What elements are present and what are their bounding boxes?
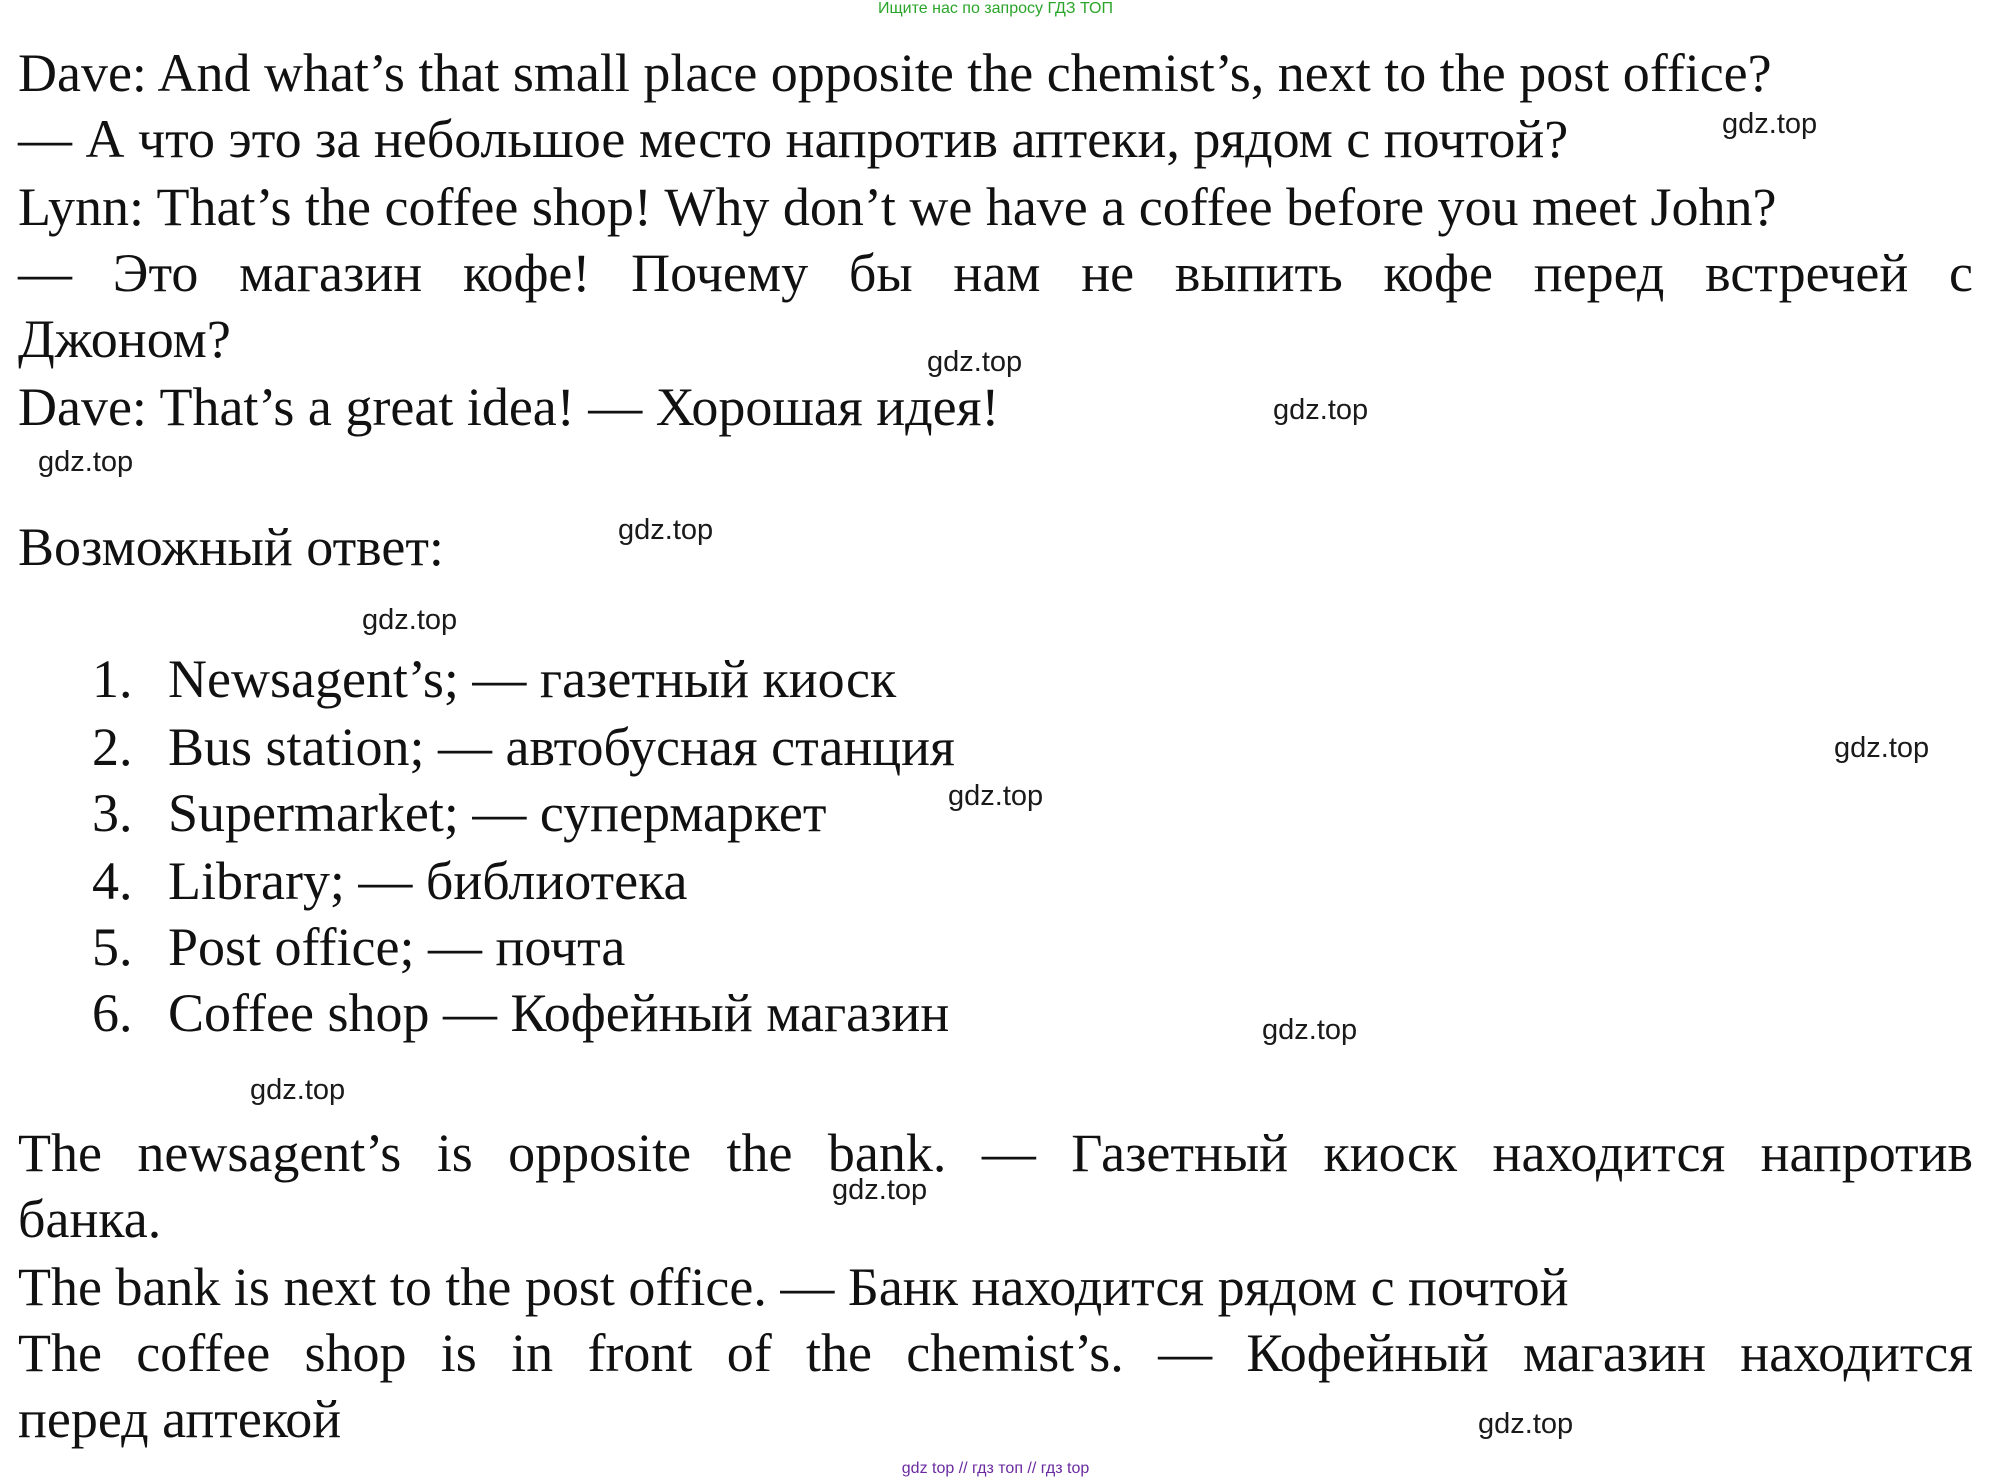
sentence-line-2: банка. xyxy=(18,1189,162,1249)
list-number: 1. xyxy=(92,649,133,709)
watermark: gdz.top xyxy=(38,446,134,478)
list-number: 3. xyxy=(92,783,133,843)
dialogue-line-4: — Это магазин кофе! Почему бы нам не выпить кофе перед встречей с xyxy=(18,243,1973,303)
list-text: Bus station; — автобусная станция xyxy=(168,717,955,777)
sentence-line-3: The bank is next to the post office. — Банк находится рядом с почтой xyxy=(18,1257,1569,1317)
footer-links[interactable]: gdz top // гдз топ // гдз top xyxy=(901,1460,1090,1477)
dialogue-line-2: — А что это за небольшое место напротив аптеки, рядом с почтой? xyxy=(18,109,1569,169)
list-text: Newsagent’s; — газетный киоск xyxy=(168,649,897,709)
watermark: gdz.top xyxy=(1834,732,1930,764)
dialogue-line-1: Dave: And what’s that small place opposite the chemist’s, next to the post office? xyxy=(18,43,1772,103)
list-text: Library; — библиотека xyxy=(168,851,688,911)
list-text: Coffee shop — Кофейный магазин xyxy=(168,983,950,1043)
list-item xyxy=(92,780,826,846)
list-item xyxy=(92,914,625,980)
list-item xyxy=(92,714,955,780)
list-item xyxy=(92,646,896,712)
watermark: gdz.top xyxy=(362,604,458,636)
dialogue-line-6: Dave: That’s a great idea! — Хорошая идея! xyxy=(18,377,1000,437)
watermark: gdz.top xyxy=(1273,394,1369,426)
top-search-link[interactable]: Ищите нас по запросу ГДЗ ТОП xyxy=(878,0,1113,17)
watermark: gdz.top xyxy=(948,780,1044,812)
sentence-line-4: The coffee shop is in front of the chemist’s. — Кофейный магазин находится xyxy=(18,1323,1973,1383)
sentence-line-5: перед аптекой xyxy=(18,1389,342,1449)
watermark: gdz.top xyxy=(250,1074,346,1106)
watermark: gdz.top xyxy=(1722,108,1818,140)
list-number: 6. xyxy=(92,983,133,1043)
watermark: gdz.top xyxy=(618,514,714,546)
dialogue-line-3: Lynn: That’s the coffee shop! Why don’t we have a coffee before you meet John? xyxy=(18,177,1777,237)
list-number: 2. xyxy=(92,717,133,777)
list-text: Supermarket; — супермаркет xyxy=(168,783,827,843)
list-item xyxy=(92,980,949,1046)
sentence-line-1: The newsagent’s is opposite the bank. — Газетный киоск находится напротив xyxy=(18,1123,1973,1183)
list-number: 4. xyxy=(92,851,133,911)
list-text: Post office; — почта xyxy=(168,917,626,977)
watermark: gdz.top xyxy=(1478,1408,1574,1440)
list-number: 5. xyxy=(92,917,133,977)
list-item xyxy=(92,848,688,914)
watermark: gdz.top xyxy=(1262,1014,1358,1046)
watermark: gdz.top xyxy=(832,1174,928,1206)
answer-heading: Возможный ответ: xyxy=(18,517,444,577)
watermark: gdz.top xyxy=(927,346,1023,378)
dialogue-line-5: Джоном? xyxy=(18,309,231,369)
